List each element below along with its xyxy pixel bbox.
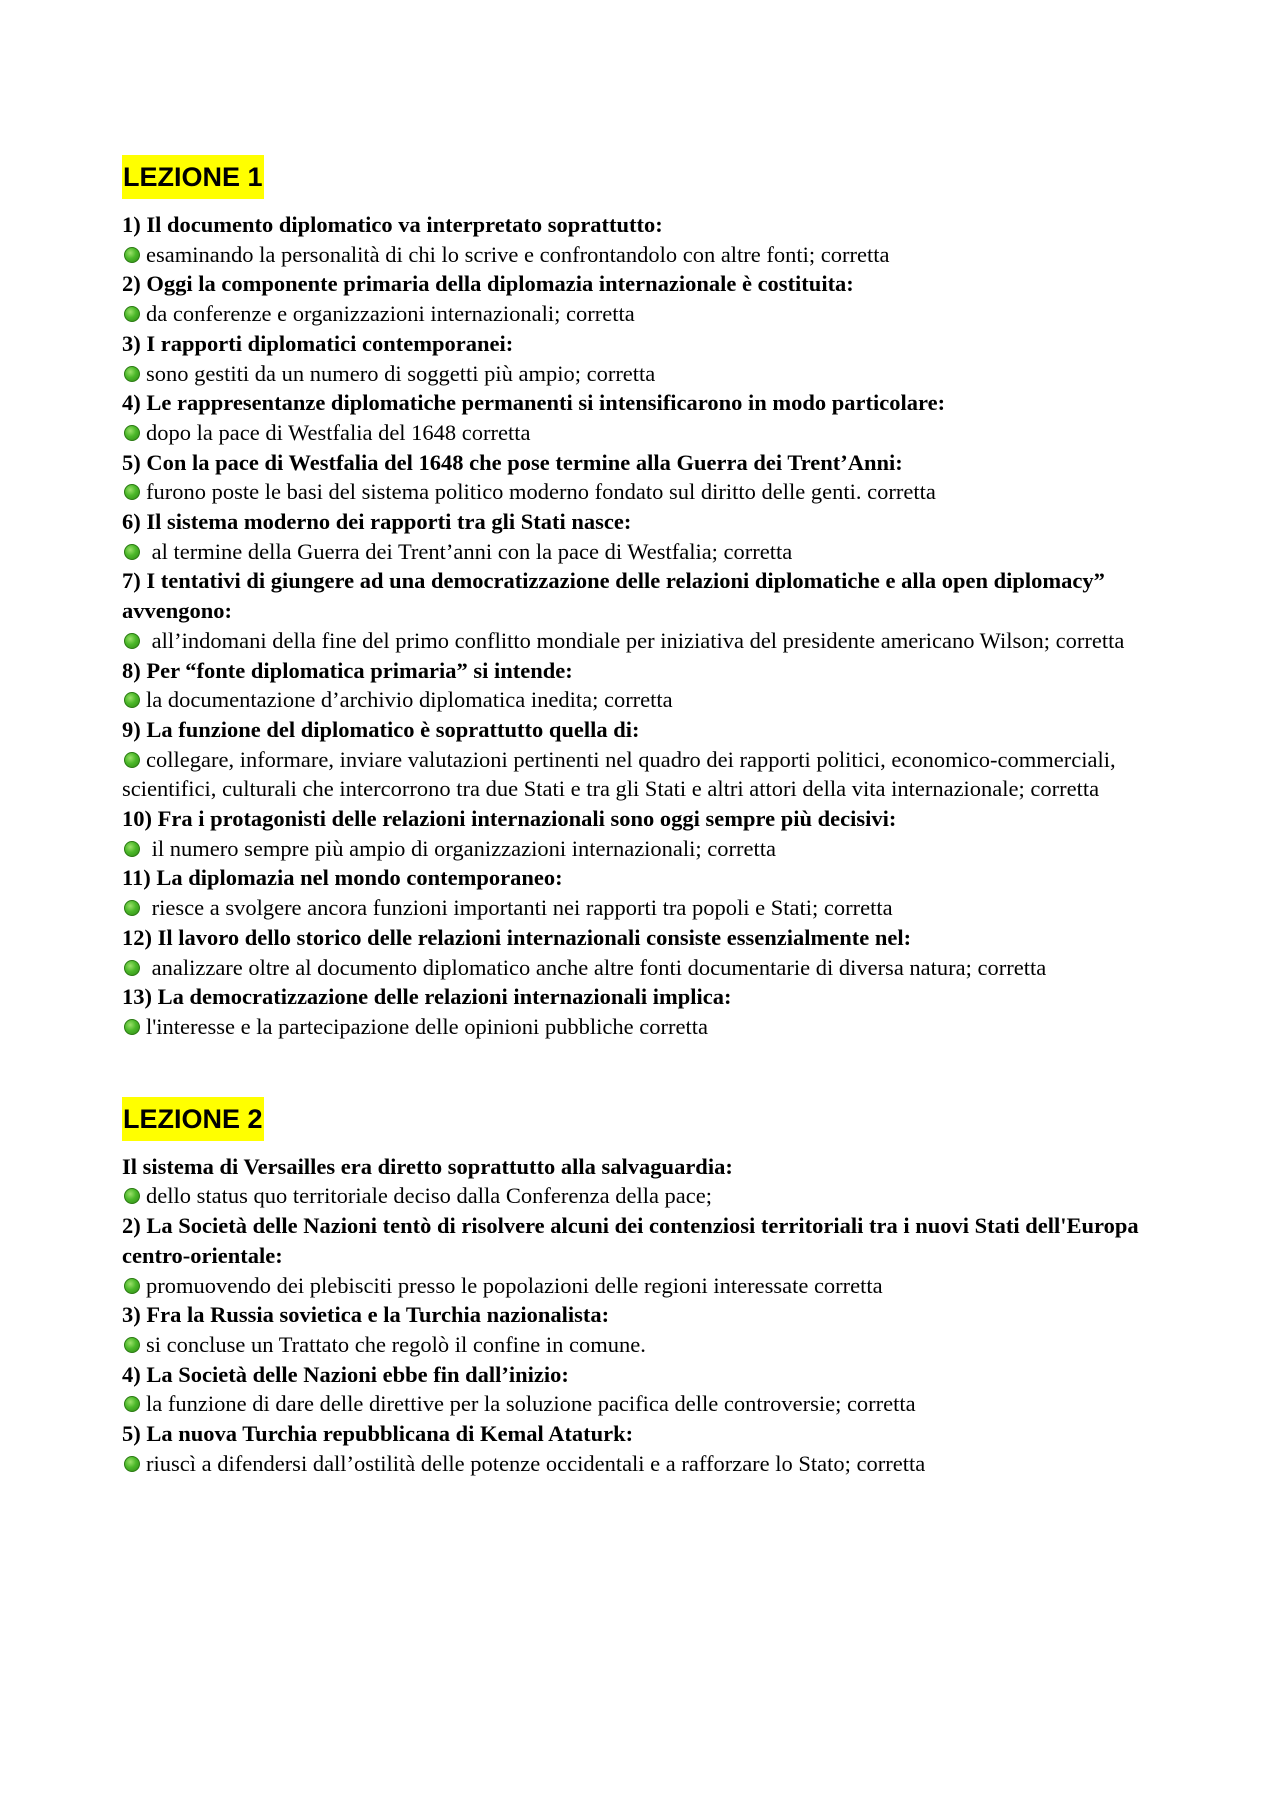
answer-text: la funzione di dare delle direttive per la soluzione pacifica delle controversie; corretta: [146, 1391, 916, 1417]
answer: [122, 299, 1182, 329]
green-bullet-icon: [124, 484, 140, 500]
answer: [122, 1330, 1182, 1360]
answer-text: l'interesse e la partecipazione delle opinioni pubbliche corretta: [146, 1013, 708, 1039]
question: 1) Il documento diplomatico va interpretato soprattutto:: [122, 212, 663, 237]
qa-item: [122, 1152, 1182, 1211]
qa-item: [122, 1211, 1182, 1300]
green-bullet-icon: [124, 1396, 140, 1412]
question: 8) Per “fonte diplomatica primaria” si intende:: [122, 657, 573, 683]
question: Il sistema di Versailles era diretto soprattutto alla salvaguardia:: [122, 1153, 733, 1179]
question: 2) Oggi la componente primaria della diplomazia internazionale è costituita:: [122, 271, 854, 297]
green-bullet-icon: [124, 692, 140, 708]
answer: [122, 685, 1182, 715]
green-bullet-icon: [124, 1337, 140, 1353]
answer-text: furono poste le basi del sistema politico moderno fondato sul diritto delle genti. corretta: [146, 479, 936, 505]
green-bullet-icon: [124, 633, 140, 649]
green-bullet-icon: [124, 752, 140, 768]
green-bullet-icon: [124, 544, 140, 560]
lesson-2-section: [122, 1094, 1182, 1479]
qa-item: [122, 656, 1182, 715]
green-bullet-icon: [124, 247, 140, 263]
answer: [122, 626, 1182, 656]
green-bullet-icon: [124, 366, 140, 382]
answer-text: esaminando la personalità di chi lo scrive e confrontandolo con altre fonti; corretta: [146, 241, 890, 267]
document-page: [122, 152, 1182, 1478]
answer-text: all’indomani della fine del primo conflitto mondiale per iniziativa del presidente americano Wilson; corretta: [146, 627, 1125, 653]
question: 5) Con la pace di Westfalia del 1648 che pose termine alla Guerra dei Trent’Anni:: [122, 449, 903, 475]
qa-item: [122, 923, 1182, 982]
answer: [122, 1389, 1182, 1419]
green-bullet-icon: [124, 900, 140, 916]
answer: [122, 537, 1182, 567]
answer: [122, 834, 1182, 864]
answer-text: al termine della Guerra dei Trent’anni con la pace di Westfalia; corretta: [146, 538, 793, 564]
answer-text: dello status quo territoriale deciso dalla Conferenza della pace;: [146, 1183, 713, 1209]
green-bullet-icon: [124, 1019, 140, 1035]
question: 5) La nuova Turchia repubblicana di Kemal Ataturk:: [122, 1421, 634, 1447]
question: 2) La Società delle Nazioni tentò di risolvere alcuni dei contenziosi territoriali tra i nuovi Stati dell'Europa centro-orientale:: [122, 1213, 1139, 1268]
answer: [122, 477, 1182, 507]
answer: [122, 1181, 1182, 1211]
question: 4) Le rappresentanze diplomatiche permanenti si intensificarono in modo particolare:: [122, 390, 946, 416]
answer: [122, 745, 1182, 804]
green-bullet-icon: [124, 1456, 140, 1472]
question: 10) Fra i protagonisti delle relazioni internazionali sono oggi sempre più decisivi:: [122, 806, 897, 832]
green-bullet-icon: [124, 1278, 140, 1294]
lesson-heading: [122, 1094, 1182, 1152]
answer-text: riesce a svolgere ancora funzioni importanti nei rapporti tra popoli e Stati; corretta: [146, 895, 893, 921]
answer: [122, 1271, 1182, 1301]
question: 12) Il lavoro dello storico delle relazioni internazionali consiste essenzialmente nel:: [122, 924, 912, 950]
answer-text: si concluse un Trattato che regolò il confine in comune.: [146, 1331, 646, 1357]
qa-item: [122, 566, 1182, 655]
qa-item: [122, 507, 1182, 566]
question: 11) La diplomazia nel mondo contemporaneo:: [122, 865, 563, 891]
green-bullet-icon: [124, 425, 140, 441]
answer: [122, 240, 1182, 270]
answer-text: dopo la pace di Westfalia del 1648 corretta: [146, 419, 531, 445]
answer-text: riuscì a difendersi dall’ostilità delle potenze occidentali e a rafforzare lo Stato; corretta: [146, 1450, 926, 1476]
answer-text: il numero sempre più ampio di organizzazioni internazionali; corretta: [146, 835, 776, 861]
qa-item: [122, 804, 1182, 863]
answer-text: da conferenze e organizzazioni internazionali; corretta: [146, 301, 635, 327]
qa-item: [122, 863, 1182, 922]
lesson-1-section: [122, 152, 1182, 1042]
qa-item: [122, 269, 1182, 328]
answer: [122, 418, 1182, 448]
answer-text: analizzare oltre al documento diplomatico anche altre fonti documentarie di diversa natura; corretta: [146, 954, 1047, 980]
question: 7) I tentativi di giungere ad una democratizzazione delle relazioni diplomatiche e alla open diplomacy” avvengono:: [122, 568, 1105, 624]
question: 4) La Società delle Nazioni ebbe fin dall’inizio:: [122, 1361, 569, 1387]
answer-text: la documentazione d’archivio diplomatica inedita; corretta: [146, 687, 673, 713]
question: 3) Fra la Russia sovietica e la Turchia nazionalista:: [122, 1302, 610, 1328]
answer-text: promuovendo dei plebisciti presso le popolazioni delle regioni interessate corretta: [146, 1272, 883, 1298]
question: 6) Il sistema moderno dei rapporti tra gli Stati nasce:: [122, 509, 632, 535]
lesson-title: LEZIONE 1: [122, 155, 264, 199]
qa-item: [122, 1300, 1182, 1359]
answer: [122, 1012, 1182, 1042]
green-bullet-icon: [124, 841, 140, 857]
answer: [122, 893, 1182, 923]
answer-text: collegare, informare, inviare valutazioni pertinenti nel quadro dei rapporti politici, economico-commerciali, scientifici, culturali che intercorrono tra due Stati e tra gli Stati e altri attori della vita internazionale; corretta: [122, 746, 1116, 802]
green-bullet-icon: [124, 306, 140, 322]
answer-text: sono gestiti da un numero di soggetti più ampio; corretta: [146, 360, 656, 386]
qa-item: [122, 1360, 1182, 1419]
qa-item: [122, 982, 1182, 1041]
qa-item: [122, 388, 1182, 447]
green-bullet-icon: [124, 1188, 140, 1204]
answer: [122, 953, 1182, 983]
lesson-heading: [122, 152, 1182, 210]
qa-item: [122, 210, 1182, 269]
question: 3) I rapporti diplomatici contemporanei:: [122, 330, 514, 356]
green-bullet-icon: [124, 960, 140, 976]
qa-item: [122, 1419, 1182, 1478]
question: 13) La democratizzazione delle relazioni internazionali implica:: [122, 984, 732, 1010]
answer: [122, 1449, 1182, 1479]
qa-item: [122, 448, 1182, 507]
lesson-title: LEZIONE 2: [122, 1097, 264, 1141]
answer: [122, 359, 1182, 389]
qa-item: [122, 715, 1182, 804]
qa-item: [122, 329, 1182, 388]
question: 9) La funzione del diplomatico è soprattutto quella di:: [122, 716, 640, 742]
